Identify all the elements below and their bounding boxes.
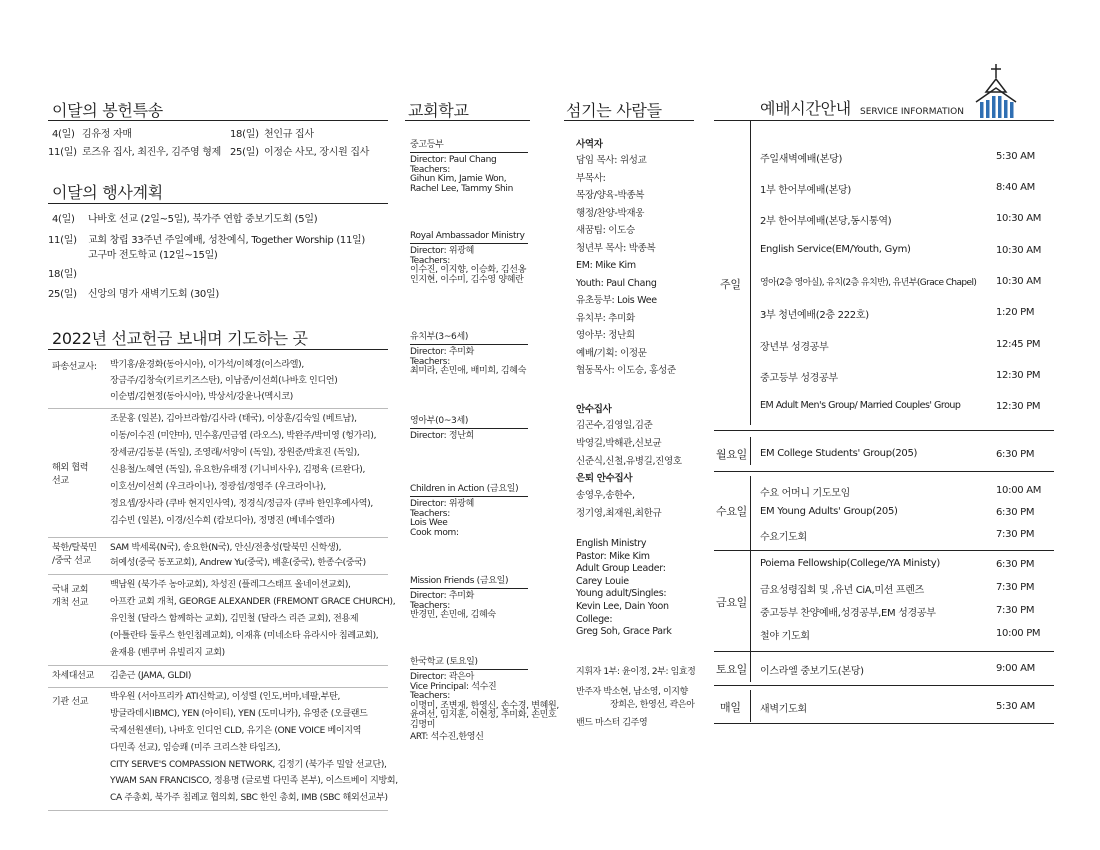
service-time: 5:30 AM [996,701,1036,712]
mission-line: 이호선/이선희 (우크라이나), 정광섭/정영주 (우크라이나), [110,482,326,492]
servers-line: 청년부 목사: 박종복 [576,242,656,254]
mission-line: 장세균/김동분 (독일), 조영래/서양이 (독일), 장원준/박효진 (독일), [110,448,360,458]
school-line: 최미라, 손민애, 배미희, 김혜숙 [410,366,527,376]
mission-line: 정요셉/장사라 (쿠바 현지인사역), 정경식/정금자 (쿠바 한인후예사역), [110,499,373,509]
service-time: 12:30 PM [996,401,1041,412]
mission-label: 파송선교사: [52,362,97,372]
school-section [410,573,528,621]
school-section [410,231,528,285]
school-section-head: Children in Action (금요일) [410,481,528,497]
mission-line: 조문홍 (일본), 김아브라함/김사라 (태국), 이상훈/김숙일 (베트남), [110,414,357,424]
service-name: 3부 청년예배(2층 222호) [760,310,869,321]
servers-line: 김곤수,김영일,김준 [576,420,653,431]
mission-label: 북한/탈북민 [52,543,97,553]
school-line: 이수진, 이지향, 이승화, 김선옹 [410,265,527,275]
event-line: 고구마 전도학교 (12일~15일) [88,250,218,261]
school-line: Teachers: [410,164,450,175]
service-name: EM Adult Men's Group/ Married Couples' Group [760,400,961,411]
servers-block-head: 안수집사 [576,404,612,415]
events-title: 이달의 행사계획 [52,183,163,202]
school-line: Director: 곽은아 [410,672,475,682]
service-time: 7:30 PM [996,529,1035,540]
servers-title: 섬기는 사람들 [566,101,662,120]
school-line: 반경민, 손민애, 김혜숙 [410,610,496,620]
school-line: ART: 석수진,한영신 [410,732,484,742]
mission-line: 유인철 (달라스 함께하는 교회), 김민철 (달라스 리즌 교회), 전용제 [110,614,359,624]
mission-line: 국제선원센터), 나바호 인디언 CLD, 유기은 (ONE VOICE 베이지역 [110,726,362,736]
mission-label: 해외 협력 [52,463,89,473]
school-section-head: 영아부(0~3세) [410,413,528,429]
service-day: 매일 [720,701,741,714]
event-date: 4(일) [52,214,75,225]
servers-block-deacons [576,403,682,523]
offering-date: 4(일) [52,129,75,140]
missions-title: 2022년 선교헌금 보내며 기도하는 곳 [52,329,308,348]
school-line: Lois Wee [410,518,448,528]
servers-line: Kevin Lee, Dain Yoon [576,600,669,612]
service-name: 1부 한어부예배(본당) [760,185,852,196]
service-time: 6:30 PM [996,559,1035,570]
school-section-head: 한국학교 (토요일) [410,654,528,670]
school-line: Director: Paul Chang [410,155,497,165]
school-line: Rachel Lee, Tammy Shin [410,183,514,194]
servers-line: 유치부: 추미화 [576,312,635,324]
mission-line: 다민족 선교), 임승쾌 (미주 크리스챤 타임즈), [110,743,281,753]
servers-line: English Ministry [576,538,647,549]
servers-line: 예배/기획: 이정문 [576,347,647,359]
servers-band-master: 밴드 마스터 김주영 [576,718,648,728]
service-time: 8:40 AM [996,182,1036,193]
servers-line: College: [576,613,613,625]
servers-block-head: 사역자 [576,139,603,150]
service-time: 7:30 PM [996,582,1035,593]
school-section [410,137,528,194]
servers-line: Youth: Paul Chang [576,277,657,289]
service-name: 중고등부 찬양예배,성경공부,EM 성경공부 [760,608,936,619]
servers-block-ministers [576,138,676,380]
mission-label: 선교 [52,476,69,486]
service-name: 이스라엘 중보기도(본당) [760,666,864,677]
servers-line: EM: Mike Kim [576,260,636,271]
service-name: 중고등부 성경공부 [760,373,838,384]
mission-line: SAM 박세록(N국), 송요한(N국), 안신/전충성(탈북민 신학생), [110,543,342,553]
mission-line: 김춘근 (JAMA, GLDI) [110,671,192,681]
school-line: Gihun Kim, Jamie Won, [410,174,507,184]
school-section-head: Royal Ambassador Ministry [410,231,528,244]
school-line: Director: 위광혜 [410,246,475,256]
mission-line: 백남원 (북가주 농아교회), 차성진 (플레그스태프 올네이션교회), [110,580,351,590]
school-line: Teachers: [410,255,450,266]
service-time: 10:30 AM [996,213,1042,224]
mission-label: 개척 선교 [52,598,89,608]
servers-conductor: 지휘자 1부: 윤이정, 2부: 임효정 [576,667,696,677]
services-header [760,96,964,119]
servers-line: Greg Soh, Grace Park [576,626,672,638]
school-line: Teachers: [410,356,450,367]
school-title: 교회학교 [408,101,469,120]
service-time: 9:00 AM [996,663,1036,674]
offering-title: 이달의 봉헌특송 [52,101,163,120]
service-time: 12:30 PM [996,370,1041,381]
service-name: English Service(EM/Youth, Gym) [760,244,911,255]
servers-line: Pastor: Mike Kim [576,550,650,562]
service-time: 1:20 PM [996,307,1035,318]
mission-line: 장금주/김창숙(키르키즈스탄), 이남종/이선희(나바호 인디언) [110,376,338,386]
servers-line: 협동목사: 이도승, 홍성준 [576,365,676,376]
school-line: 김명미 [410,719,436,730]
event-date: 18(일) [48,269,77,280]
servers-accompanist-2: 장희은, 한영선, 곽은아 [610,700,695,710]
service-name: EM Young Adults' Group(205) [760,506,898,517]
mission-line: 박우원 (서아프리카 ATI신학교), 이성렬 (인도,버마,네팔,부탄, [110,692,341,702]
service-name: EM College Students' Group(205) [760,448,918,459]
school-line: Teachers: [410,691,450,701]
event-line: 신앙의 명가 새벽기도회 (30일) [88,289,219,300]
mission-line: CA 주총회, 북가주 침례교 협의회, SBC 한인 총회, IMB (SBC 해외선교부) [110,793,388,803]
service-name: 장년부 성경공부 [760,342,829,353]
offering-date: 11(일) [48,147,77,158]
service-time: 10:00 PM [996,628,1041,639]
mission-line: 윤재용 (벤쿠버 유빌리지 교회) [110,648,225,658]
school-section-head: 중고등부 [410,137,528,153]
servers-accompanist: 반주자 박소현, 남소영, 이지향 [576,687,688,697]
service-day: 월요일 [716,448,747,461]
mission-line: 박기홍/윤경화(동아시아), 이가석/이혜경(이스라엘), [110,360,304,370]
mission-label: /중국 선교 [52,556,91,566]
servers-line: 담임 목사: 위성교 [576,155,647,166]
offering-text: 천인규 집사 [264,129,314,140]
mission-label: 기관 선교 [52,697,89,707]
servers-line: 유초등부: Lois Wee [576,295,657,306]
servers-line: 행정/찬양-박재웅 [576,207,645,219]
offering-text: 김유정 자매 [82,129,132,140]
mission-label: 국내 교회 [52,585,89,595]
school-line: 윤여선, 임지훈, 이현정, 추미화, 손민호 [410,710,557,720]
school-section [410,413,528,442]
mission-line: 신용철/노혜연 (독일), 유요한/유태정 (기니비사우), 김평육 (르완다), [110,465,366,475]
mission-line: (아틀란타 둘루스 한인침례교회), 이재휴 (미네소타 유라시아 침례교회), [110,631,379,641]
service-name: 주일새벽예배(본당) [760,154,843,165]
event-date: 25(일) [48,289,77,300]
school-line: 인지현, 이수미, 김수영 양혜란 [410,274,524,285]
school-line: Vice Principal: 석수진 [410,681,497,692]
servers-line: 송영우,송한수, [576,490,635,501]
service-time: 10:00 AM [996,485,1042,496]
mission-line: 방글라데시IBMC), YEN (아이티), YEN (도미니카), 유영준 (오클랜드 [110,709,368,719]
service-time: 7:30 PM [996,605,1035,616]
servers-block-head: 은퇴 안수집사 [576,473,633,484]
mission-line: CITY SERVE'S COMPASSION NETWORK, 김정기 (북가주 밀알 선교단), [110,760,387,770]
offering-date: 18(일) [230,129,259,140]
school-section-head: Mission Friends (금요일) [410,573,528,589]
event-line: 교회 창립 33주년 주일예배, 성찬예식, Together Worship (11일) [88,235,366,246]
school-line: Teachers: [410,508,450,519]
mission-line: 아프칸 교회 개척, GEORGE ALEXANDER (FREMONT GRACE CHURCH), [110,597,396,607]
event-date: 11(일) [48,235,77,246]
school-section [410,654,559,743]
school-line: Teachers: [410,600,450,611]
school-line: Director: 추미화 [410,347,475,357]
service-name: 금요성령집회 및 ,유년 CiA,미션 프렌즈 [760,585,925,596]
service-name: 수요기도회 [760,532,807,543]
service-name: 영아(2층 영아실), 유치(2층 유치반), 유년부(Grace Chapel) [760,278,977,288]
servers-line: Adult Group Leader: [576,563,666,575]
mission-line: YWAM SAN FRANCISCO, 정용명 (글로벌 다민족 본부), 이스트베이 지방회, [110,776,398,786]
servers-line: Young adult/Singles: [576,588,667,600]
offering-text: 로즈유 집사, 최진우, 김주영 형제 [82,147,221,158]
service-time: 6:30 PM [996,507,1035,518]
service-name: 수요 어머니 기도모임 [760,488,850,499]
service-name: 새벽기도회 [760,704,807,715]
school-line: Cook mom: [410,527,459,538]
servers-line: 박영길,박해관,신보균 [576,438,662,449]
mission-line: 허예성(중국 동포교회), Andrew Yu(중국), 배훈(중국), 한종수(중국) [110,558,366,568]
school-section [410,329,528,377]
service-time: 10:30 AM [996,276,1042,287]
school-line: Director: 추미화 [410,591,475,601]
mission-label: 차세대선교 [52,671,94,681]
servers-line: Carey Louie [576,575,629,587]
servers-line: 부목사: [576,172,606,184]
service-day: 토요일 [716,663,747,676]
service-day: 수요일 [716,505,747,518]
school-line: Director: 정난희 [410,431,475,441]
school-line: Director: 위광혜 [410,499,475,509]
servers-line: 새꿈팀: 이도승 [576,225,635,236]
service-time: 12:45 PM [996,339,1041,350]
church-icon [972,62,1022,120]
servers-block-english [576,538,672,639]
school-section-head: 유치부(3~6세) [410,329,528,345]
mission-line: 이동/이수진 (미얀마), 민수홍/민금엽 (라오스), 박완주/박미영 (헝가리), [110,431,377,441]
service-name: 철야 기도회 [760,631,810,642]
servers-line: 목장/양육-박종복 [576,190,645,201]
offering-date: 25(일) [230,147,259,158]
servers-line: 영아부: 정난희 [576,330,635,341]
mission-line: 김수빈 (일본), 이경/신수희 (캄보디아), 정명진 (베네수엘라) [110,516,335,526]
services-subtitle: SERVICE INFORMATION [860,107,964,117]
service-time: 6:30 PM [996,449,1035,460]
service-day: 금요일 [716,596,747,609]
service-name: Poiema Fellowship(College/YA Ministy) [760,558,940,569]
service-day: 주일 [720,278,741,291]
mission-line: 이순범/김현정(동아시아), 박상서/강윤나(멕시코) [110,392,293,402]
school-line: 이명미, 조변재, 한영신, 손수경, 변혜원, [410,700,559,711]
school-section [410,481,528,538]
servers-line: 신준식,신철,유병길,진영호 [576,456,682,467]
service-time: 5:30 AM [996,151,1036,162]
services-title: 예배시간안내 [760,99,851,118]
service-name: 2부 한어부예배(본당,동시통역) [760,216,892,227]
offering-text: 이정순 사모, 장시원 집사 [264,147,370,158]
service-time: 10:30 AM [996,245,1042,256]
servers-line: 정기영,최재원,최한규 [576,508,662,519]
event-line: 나바호 선교 (2일~5일), 북가주 연합 중보기도회 (5일) [88,214,318,225]
